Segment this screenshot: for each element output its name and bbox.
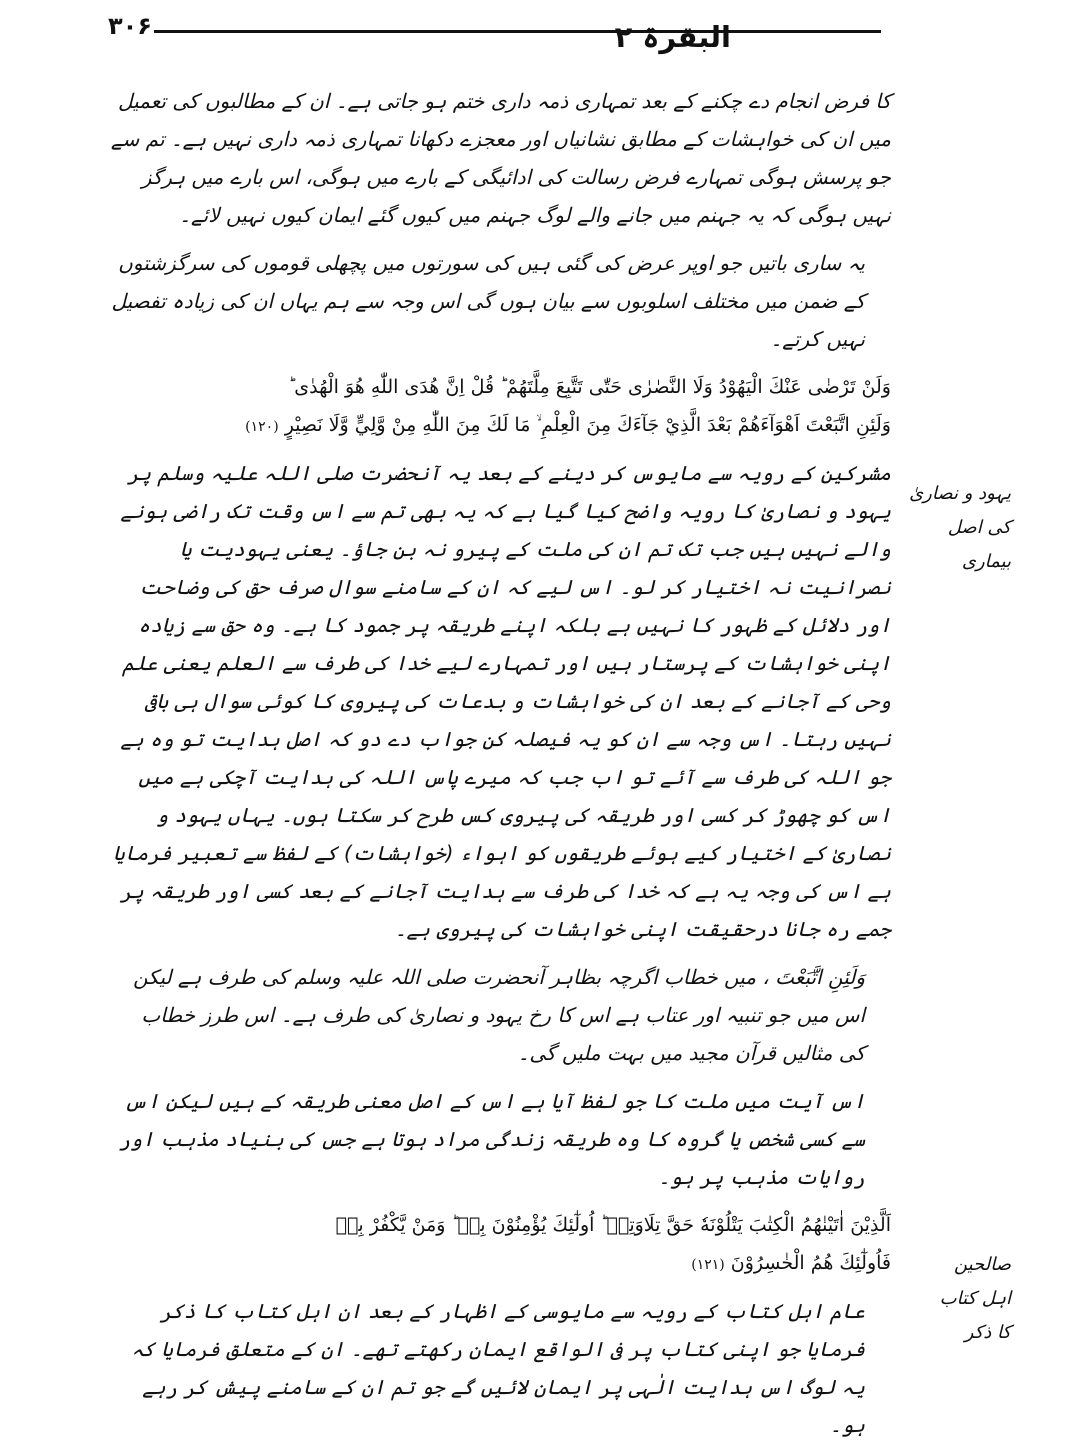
margin-note-jews-christians xyxy=(893,477,1011,579)
verse-text: فَاُولٰٓئِكَ هُمُ الْخٰسِرُوْنَ xyxy=(730,1252,891,1274)
header-rule xyxy=(154,30,881,33)
verse-line xyxy=(110,406,891,446)
quran-verse-121 xyxy=(110,1206,891,1284)
paragraph: اس آیت میں ملت کا جو لفظ آیا ہے اس کے اصل معنی طریقہ کے ہیں لیکن اس سے کسی شخص یا گروہ کا وہ طریقہ زندگی مراد ہوتا ہے جس کی بنیاد مذہب اور روایات مذہب پر ہو۔ xyxy=(118,1089,865,1189)
verse-line: اَلَّذِيْنَ اٰتَيْنٰهُمُ الْكِتٰبَ يَتْلُوْنَهٗ حَقَّ تِلَاوَتِهٖ ؕ اُولٰٓئِكَ يُؤْمِنُوْنَ بِهٖ ؕ وَمَنْ يَّكْفُرْ بِهٖ xyxy=(335,1214,891,1236)
paragraph: یہ ساری باتیں جو اوپر عرض کی گئی ہیں کی سورتوں میں پچھلی قوموں کی سرگزشتوں کے ضمن میں مختلف اسلوبوں سے بیان ہوں گی اس وجہ سے ہم یہاں ان کی زیادہ تفصیل نہیں کرتے۔ xyxy=(111,251,865,351)
margin-note-righteous-people xyxy=(893,1248,1011,1350)
quran-verse-120 xyxy=(110,368,891,446)
chapter-title: البقرۃ ۲ xyxy=(614,20,731,54)
margin-note-line: صالحین xyxy=(953,1254,1011,1275)
paragraph: وَلَئِنِ اتَّبَعْتَ ، میں خطاب اگرچہ بظاہر آنحضرت صلی اللہ علیہ وسلم کی طرف ہے لیکن اس میں جو تنبیہ اور عتاب ہے اس کا رخ یہود و نصاریٰ کی طرف ہے۔ اس طرز خطاب کی مثالیں قرآن مجید میں بہت ملیں گی۔ xyxy=(133,965,865,1065)
margin-note-line: یہود و نصاریٰ xyxy=(909,483,1011,504)
page-header xyxy=(96,12,881,54)
page-number: ۳۰۶ xyxy=(108,12,152,40)
verse-number: (۱۲۱) xyxy=(691,1257,725,1273)
margin-note-line: اہل کتاب xyxy=(939,1288,1011,1309)
verse-number: (۱۲۰) xyxy=(245,419,279,435)
margin-note-line: کی اصل بیماری xyxy=(947,517,1011,572)
paragraph: کا فرض انجام دے چکنے کے بعد تمہاری ذمہ داری ختم ہو جاتی ہے۔ ان کے مطالبوں کی تعمیل میں ان کی خواہشات کے مطابق نشانیاں اور معجزے دکھانا تمہاری ذمہ داری نہیں ہے۔ تم سے جو پرسش ہوگی تمہارے فرض رسالت کی ادائیگی کے بارے میں ہوگی، اس بارے میں ہرگز نہیں ہوگی کہ یہ جہنم میں جانے والے لوگ جہنم میں کیوں گئے ایمان کیوں نہیں لائے۔ xyxy=(110,89,891,227)
verse-text: وَلَئِنِ اتَّبَعْتَ اَهْوَآءَهُمْ بَعْدَ الَّذِيْ جَآءَكَ مِنَ الْعِلْمِ ۙ مَا لَكَ مِنَ اللّٰهِ مِنْ وَّلِيٍّ وَّلَا نَصِيْرٍ xyxy=(284,414,891,436)
verse-line: وَلَنْ تَرْضٰى عَنْكَ الْيَهُوْدُ وَلَا النَّصٰرٰى حَتّٰى تَتَّبِعَ مِلَّتَهُمْ ؕ قُلْ اِنَّ هُدَى اللّٰهِ هُوَ الْهُدٰى ؕ xyxy=(288,376,891,398)
verse-line xyxy=(110,1244,891,1284)
main-text xyxy=(110,82,891,1437)
paragraph: مشرکین کے رویہ سے مایوس کر دینے کے بعد یہ آنحضرت صلی اللہ علیہ وسلم پر یہود و نصاریٰ کا رویہ واضح کیا گیا ہے کہ یہ بھی تم سے اس وقت تک راضی ہونے والے نہیں ہیں جب تک تم ان کی ملت کے پیرو نہ بن جاؤ۔ یعنی یہودیت یا نصرانیت نہ اختیار کر لو۔ اس لیے کہ ان کے سامنے سوال صرف حق کی وضاحت اور دلائل کے ظہور کا نہیں ہے بلکہ اپنے طریقہ پر جمود کا ہے۔ وہ حق سے زیادہ اپنی خواہشات کے پرستار ہیں اور تمہارے لیے خدا کی طرف سے العلم یعنی علم وحی کے آجانے کے بعد ان کی خواہشات و بدعات کی پیروی کا کوئی سوال ہی باقی نہیں رہتا۔ اس وجہ سے ان کو یہ فیصلہ کن جواب دے دو کہ اصل ہدایت تو وہ ہے جو اللہ کی طرف سے آئے تو اب جب کہ میرے پاس اللہ کی ہدایت آچکی ہے میں اس کو چھوڑ کر کسی اور طریقہ کی پیروی کس طرح کر سکتا ہوں۔ یہاں یہود و نصاریٰ کے اختیار کیے ہوئے طریقوں کو اہواء (خواہشات) کے لفظ سے تعبیر فرمایا ہے اس کی وجہ یہ ہے کہ خدا کی طرف سے ہدایت آجانے کے بعد کسی اور طریقہ پر جمے رہ جانا درحقیقت اپنی خواہشات کی پیروی ہے۔ xyxy=(113,461,891,941)
paragraph: عام اہل کتاب کے رویہ سے مایوسی کے اظہار کے بعد ان اہل کتاب کا ذکر فرمایا جو اپنی کتاب پر فی الواقع ایمان رکھتے تھے۔ ان کے متعلق فرمایا کہ یہ لوگ اس ہدایت الٰہی پر ایمان لائیں گے جو تم ان کے سامنے پیش کر رہے ہو۔ xyxy=(131,1299,865,1437)
margin-note-line: کا ذکر xyxy=(964,1322,1011,1343)
